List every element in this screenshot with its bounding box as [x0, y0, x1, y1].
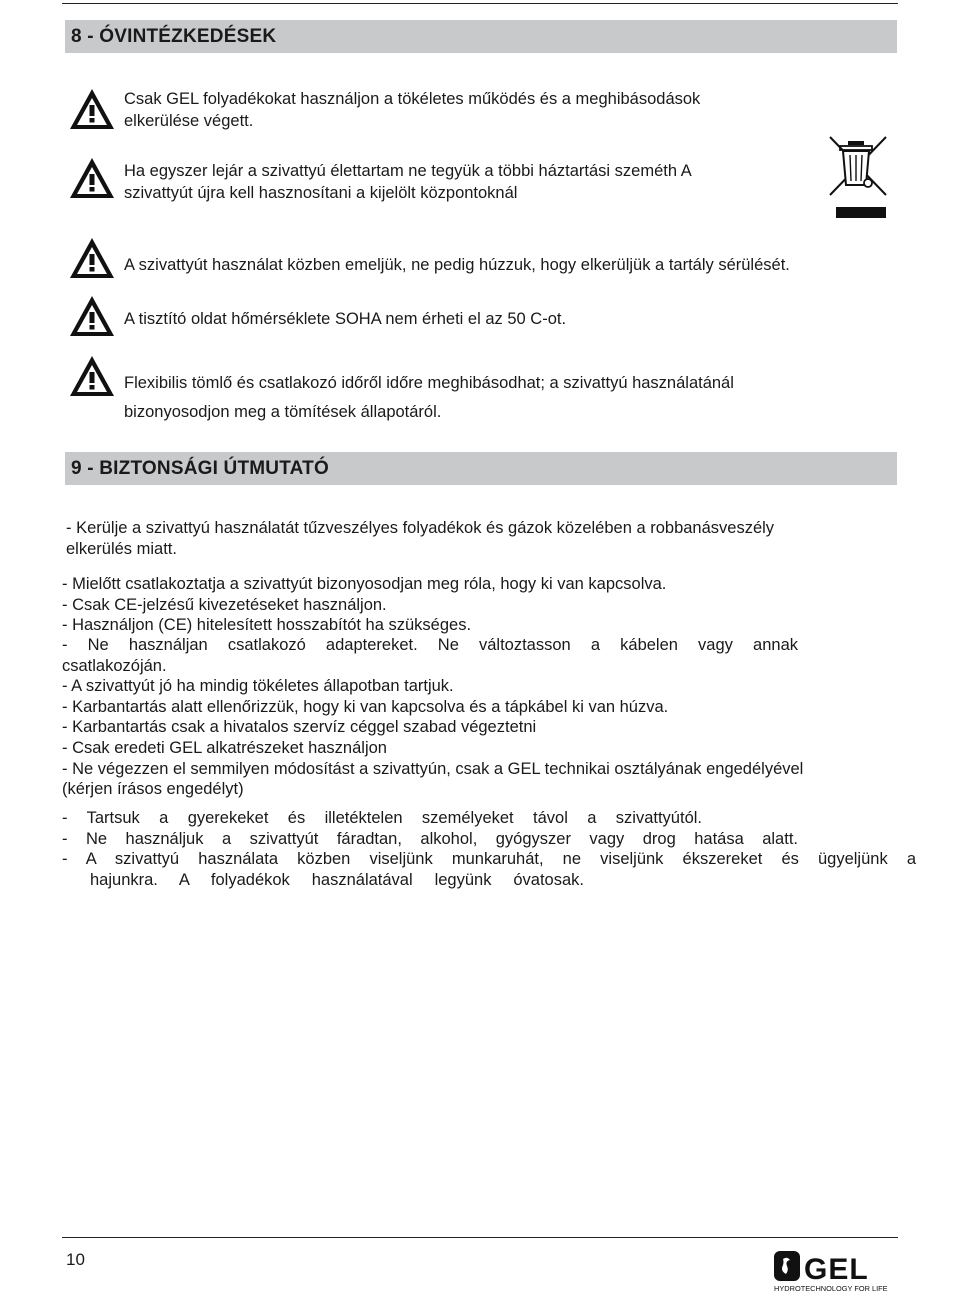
bottom-rule	[62, 1237, 898, 1238]
instruction-line: - Ne végezzen el semmilyen módosítást a szivattyún, csak a GEL technikai osztályának engedélyével	[62, 760, 804, 778]
warning-1-text	[124, 88, 700, 132]
gel-logo	[772, 1245, 898, 1293]
instruction-line: - Ne használjuk a szivattyút fáradtan, alkohol, gyógyszer vagy drog hatása alatt.	[62, 830, 798, 848]
top-rule	[62, 3, 898, 4]
section-8-heading: 8 - ÓVINTÉZKEDÉSEK	[65, 20, 897, 53]
warning-5-text	[124, 369, 734, 427]
warning-2-line-2: szivattyút újra kell hasznosítani a kijelölt központoknál	[124, 184, 518, 202]
warning-triangle-icon	[68, 294, 116, 338]
instruction-line: - Kerülje a szivattyú használatát tűzveszélyes folyadékok és gázok közelében a robbanásveszély	[66, 519, 775, 537]
instruction-line: - Csak CE-jelzésű kivezetéseket használjon.	[62, 596, 387, 614]
instruction-line: - Mielőtt csatlakoztatja a szivattyút bizonyosodjan meg róla, hogy ki van kapcsolva.	[62, 575, 667, 593]
warning-triangle-icon	[68, 156, 116, 200]
logo-wordmark: GEL	[804, 1253, 869, 1286]
warning-triangle-icon	[68, 236, 116, 280]
instruction-line: elkerülés miatt.	[66, 540, 177, 558]
section-9-heading: 9 - BIZTONSÁGI ÚTMUTATÓ	[65, 452, 897, 485]
instruction-line: - A szivattyút jó ha mindig tökéletes állapotban tartjuk.	[62, 677, 454, 695]
instruction-line: - A szivattyú használata közben viseljünk munkaruhát, ne viseljünk ékszereket és ügyeljünk a	[62, 850, 916, 868]
instruction-line: - Ne használjan csatlakozó adaptereket. Ne változtasson a kábelen vagy annak	[62, 636, 798, 654]
instruction-line: - Karbantartás alatt ellenőrizzük, hogy ki van kapcsolva és a tápkábel ki van húzva.	[62, 698, 669, 716]
warning-5-line-1: Flexibilis tömlő és csatlakozó időről időre meghibásodhat; a szivattyú használatánál	[124, 374, 734, 392]
instruction-line: - Karbantartás csak a hivatalos szervíz céggel szabad végeztetni	[62, 718, 537, 736]
warning-1-line-1: Csak GEL folyadékokat használjon a tökéletes működés és a meghibásodások	[124, 90, 701, 108]
warning-5-line-2: bizonyosodjon meg a tömítések állapotáról.	[124, 403, 442, 421]
warning-1-line-2: elkerülése végett.	[124, 112, 254, 130]
logo-tagline: HYDROTECHNOLOGY FOR LIFE	[774, 1284, 888, 1293]
instruction-line: - Csak eredeti GEL alkatrészeket használjon	[62, 739, 387, 757]
warning-3-text: A szivattyút használat közben emeljük, ne pedig húzzuk, hogy elkerüljük a tartály sérülését.	[124, 256, 790, 274]
warning-triangle-icon	[68, 87, 116, 131]
warning-4-text: A tisztító oldat hőmérséklete SOHA nem érheti el az 50 C-ot.	[124, 310, 567, 328]
warning-2-line-1: Ha egyszer lejár a szivattyú élettartam ne tegyük a többi háztartási szeméth A	[124, 162, 692, 180]
instruction-line: (kérjen írásos engedélyt)	[62, 780, 244, 798]
warning-2-text	[124, 160, 692, 204]
instruction-line: - Tartsuk a gyerekeket és illetéktelen személyeket távol a szivattyútól.	[62, 809, 702, 827]
crossed-out-bin-icon	[826, 133, 890, 221]
instruction-line: csatlakozóján.	[62, 657, 167, 675]
warning-triangle-icon	[68, 354, 116, 398]
page-number: 10	[66, 1250, 85, 1269]
instruction-line: - Használjon (CE) hitelesített hosszabítót ha szükséges.	[62, 616, 472, 634]
instruction-line: hajunkra. A folyadékok használatával legyünk óvatosak.	[90, 871, 584, 889]
